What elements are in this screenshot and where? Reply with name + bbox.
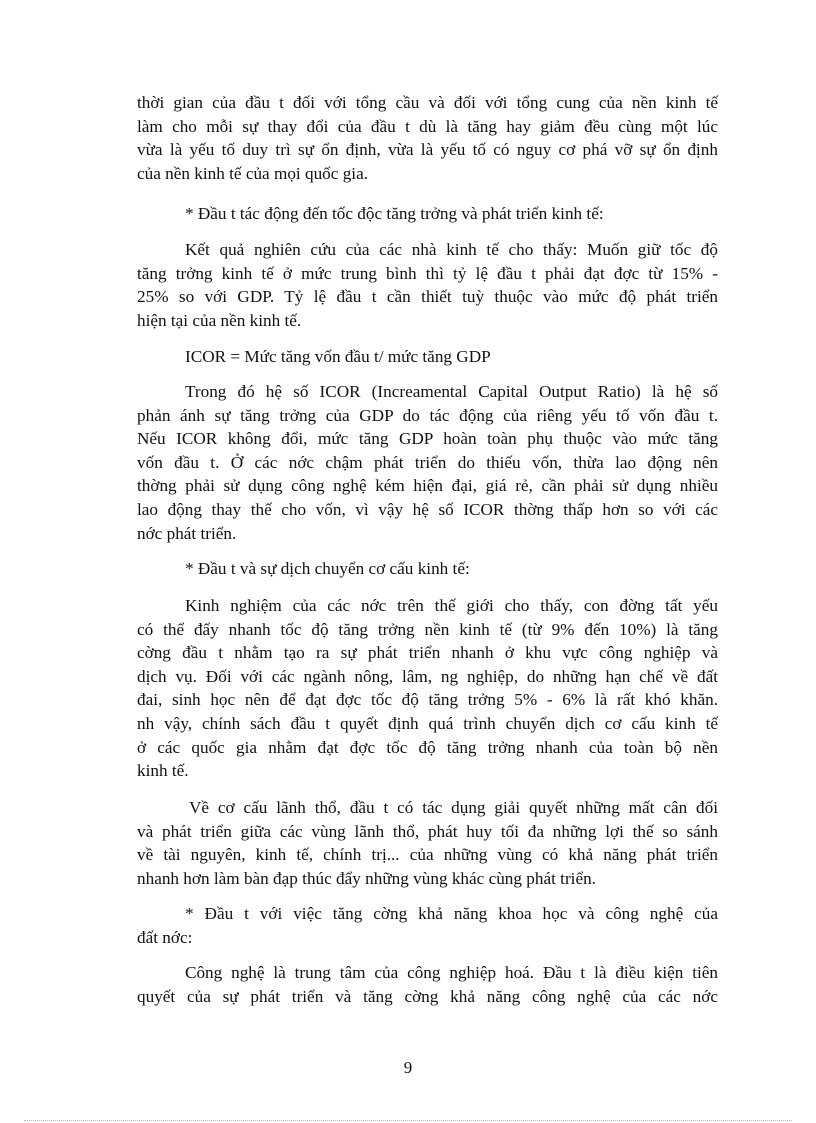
text-line: của nền kinh tế của mọi quốc gia. bbox=[137, 163, 368, 183]
text-line: Kết quả nghiên cứu của các nhà kinh tế cho thấy: Muốn giữ tốc độ bbox=[185, 240, 718, 259]
text-line: nhanh hơn làm bàn đạp thúc đẩy những vùng khác cùng phát triển. bbox=[137, 868, 596, 888]
page-number: 9 bbox=[403, 1058, 413, 1077]
text-line: có thể đẩy nhanh tốc độ tăng trởng nền kinh tế (từ 9% đến 10%) là tăng bbox=[137, 619, 718, 639]
text-line: và phát triển giữa các vùng lãnh thổ, phát huy tối đa những lợi thế so sánh bbox=[137, 821, 718, 841]
page-bottom-divider bbox=[24, 1120, 792, 1121]
paragraph bbox=[137, 91, 718, 185]
text-line: vốn đầu t. Ở các nớc chậm phát triển do thiếu vốn, thừa lao động nên bbox=[137, 452, 718, 472]
text-line: đất nớc: bbox=[137, 927, 193, 947]
text-line: Công nghệ là trung tâm của công nghiệp hoá. Đầu t là điều kiện tiên bbox=[185, 963, 718, 982]
paragraph bbox=[137, 796, 718, 890]
text-line: * Đầu t và sự dịch chuyển cơ cấu kinh tế: bbox=[185, 559, 470, 578]
text-line: Về cơ cấu lãnh thổ, đầu t có tác dụng giải quyết những mất cân đối bbox=[189, 798, 718, 817]
text-line: lao động thay thế cho vốn, vì vậy hệ số ICOR thờng thấp hơn so với các bbox=[137, 499, 718, 519]
text-line: Nếu ICOR không đổi, mức tăng GDP hoàn toàn phụ thuộc vào mức tăng bbox=[137, 429, 718, 449]
text-line: vừa là yếu tố duy trì sự ổn định, vừa là yếu tố có nguy cơ phá vỡ sự ổn định bbox=[137, 140, 718, 160]
text-line: đai, sinh học nên để đạt đợc tốc độ tăng trởng 5% - 6% là rất khó khăn. bbox=[137, 690, 718, 710]
text-line: * Đầu t với việc tăng cờng khả năng khoa học và công nghệ của bbox=[185, 904, 718, 923]
text-line: ở các quốc gia nhằm đạt đợc tốc độ tăng trởng nhanh của toàn bộ nền bbox=[137, 737, 718, 757]
text-line: nh vậy, chính sách đầu t quyết định quá trình chuyển dịch cơ cấu kinh tế bbox=[137, 713, 718, 733]
text-line: về tài nguyên, kinh tế, chính trị... của những vùng có khả năng phát triển bbox=[137, 845, 718, 865]
formula bbox=[137, 345, 718, 369]
text-line: thời gian của đầu t đối với tổng cầu và đối với tổng cung của nền kinh tế bbox=[137, 93, 718, 112]
section-heading bbox=[137, 557, 718, 581]
text-line: quyết của sự phát triển và tăng cờng khả năng công nghệ của các nớc bbox=[137, 986, 718, 1006]
text-line: Trong đó hệ số ICOR (Increamental Capital Output Ratio) là hệ số bbox=[185, 382, 718, 401]
paragraph bbox=[137, 380, 718, 545]
text-line: cờng đầu t nhằm tạo ra sự phát triển nhanh ở khu vực công nghiệp và bbox=[137, 643, 718, 663]
text-line: * Đầu t tác động đến tốc độc tăng trởng và phát triển kinh tế: bbox=[185, 204, 604, 223]
text-line: nớc phát triển. bbox=[137, 523, 237, 543]
text-line: làm cho mỗi sự thay đổi của đầu t dù là tăng hay giảm đều cùng một lúc bbox=[137, 116, 718, 136]
text-line: tăng trởng kinh tế ở mức trung bình thì tỷ lệ đầu t phải đạt đợc từ 15% - bbox=[137, 263, 718, 283]
text-line: hiện tại của nền kinh tế. bbox=[137, 310, 302, 330]
text-line: thờng phải sử dụng công nghệ kém hiện đại, giá rẻ, cần phải sử dụng nhiều bbox=[137, 476, 718, 496]
text-line: kinh tế. bbox=[137, 761, 189, 781]
text-line: 25% so với GDP. Tỷ lệ đầu t cần thiết tuỳ thuộc vào mức độ phát triển bbox=[137, 287, 718, 307]
paragraph bbox=[137, 961, 718, 1008]
section-heading bbox=[137, 902, 718, 949]
text-line: phản ánh sự tăng trởng của GDP do tác động của riêng yếu tố vốn đầu t. bbox=[137, 405, 718, 425]
paragraph bbox=[137, 594, 718, 783]
paragraph bbox=[137, 238, 718, 332]
text-line: ICOR = Mức tăng vốn đầu t/ mức tăng GDP bbox=[185, 347, 491, 366]
text-line: Kinh nghiệm của các nớc trên thế giới cho thấy, con đờng tất yếu bbox=[185, 596, 718, 615]
text-line: dịch vụ. Đối với các ngành nông, lâm, ng nghiệp, do những hạn chế về đất bbox=[137, 666, 718, 686]
section-heading bbox=[137, 202, 718, 226]
